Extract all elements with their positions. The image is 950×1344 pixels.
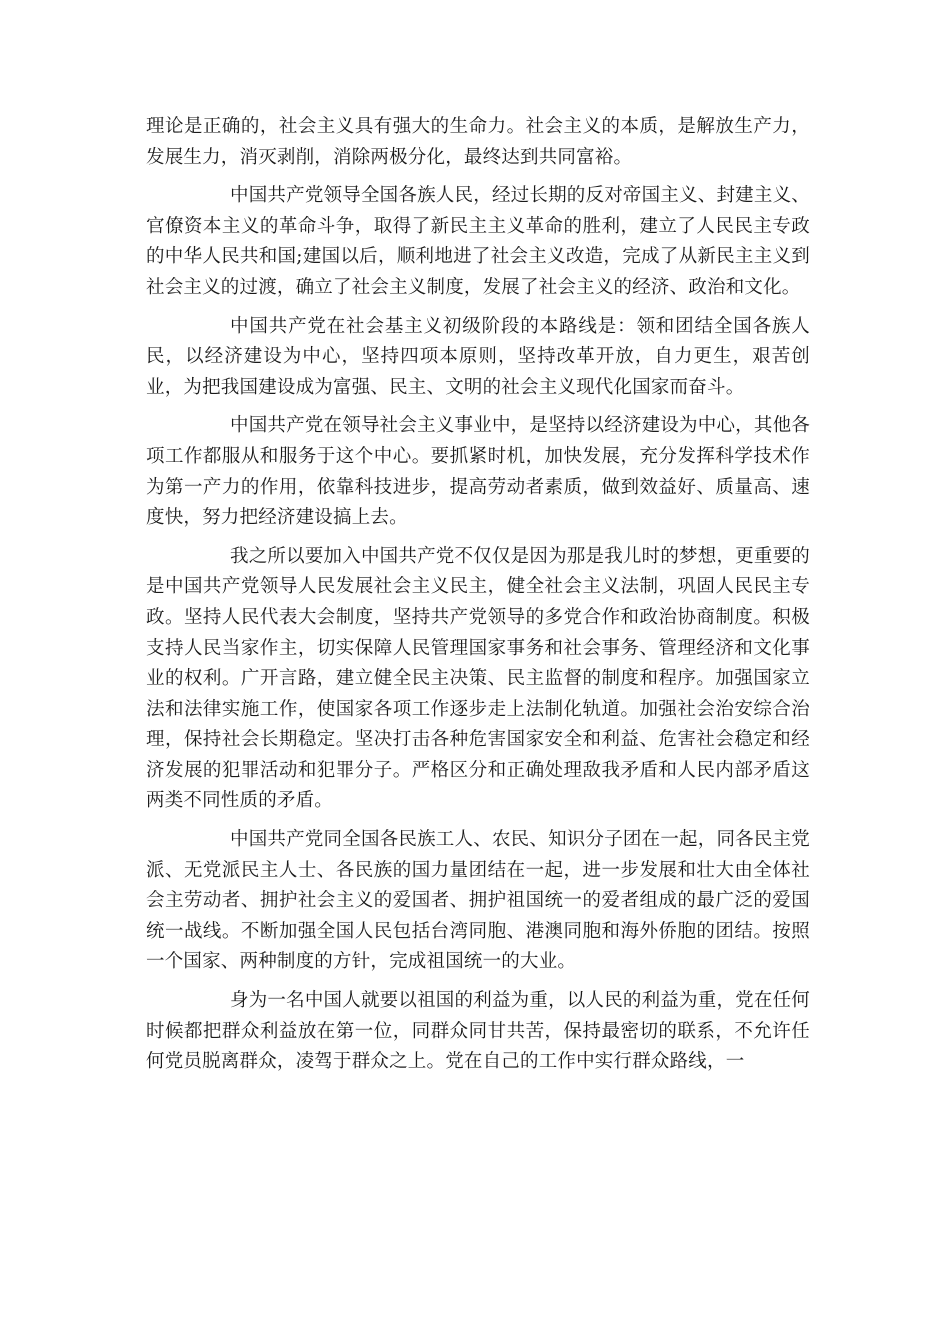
- document-body: [146, 112, 810, 1086]
- paragraph-1: 理论是正确的，社会主义具有强大的生命力。社会主义的本质，是解放生产力，发展生力，消灭剥削，消除两极分化，最终达到共同富裕。: [146, 116, 810, 168]
- paragraph-7: 身为一名中国人就要以祖国的利益为重，以人民的利益为重，党在任何时候都把群众利益放在第一位，同群众同甘共苦，保持最密切的联系，不允许任何党员脱离群众，凌驾于群众之上。党在自己的工作中实行群众路线，一: [146, 990, 810, 1073]
- paragraph-4: 中国共产党在领导社会主义事业中，是坚持以经济建设为中心，其他各项工作都服从和服务于这个中心。要抓紧时机，加快发展，充分发挥科学技术作为第一产力的作用，依靠科技进步，提高劳动者素质，做到效益好、质量高、速度快，努力把经济建设搞上去。: [146, 415, 810, 529]
- paragraph-5: 我之所以要加入中国共产党不仅仅是因为那是我儿时的梦想，更重要的是中国共产党领导人民发展社会主义民主，健全社会主义法制，巩固人民民主专政。坚持人民代表大会制度，坚持共产党领导的多党合作和政治协商制度。积极支持人民当家作主，切实保障人民管理国家事务和社会事务、管理经济和文化事业的权利。广开言路，建立健全民主决策、民主监督的制度和程序。加强国家立法和法律实施工作，使国家各项工作逐步走上法制化轨道。加强社会治安综合治理，保持社会长期稳定。坚决打击各种危害国家安全和利益、危害社会稳定和经济发展的犯罪活动和犯罪分子。严格区分和正确处理敌我矛盾和人民内部矛盾这两类不同性质的矛盾。: [146, 545, 810, 812]
- paragraph-2: 中国共产党领导全国各族人民，经过长期的反对帝国主义、封建主义、官僚资本主义的革命斗争，取得了新民主主义革命的胜利，建立了人民民主专政的中华人民共和国;建国以后，顺利地进了社会主义改造，完成了从新民主主义到社会主义的过渡，确立了社会主义制度，发展了社会主义的经济、政治和文化。: [146, 185, 810, 298]
- paragraph-3: 中国共产党在社会基主义初级阶段的本路线是：领和团结全国各族人民，以经济建设为中心，坚持四项本原则，坚持改革开放，自力更生，艰苦创业，为把我国建设成为富强、民主、文明的社会主义现代化国家而奋斗。: [146, 315, 810, 398]
- paragraph-6: 中国共产党同全国各民族工人、农民、知识分子团在一起，同各民主党派、无党派民主人士、各民族的国力量团结在一起，进一步发展和壮大由全体社会主劳动者、拥护社会主义的爱国者、拥护祖国统一的爱者组成的最广泛的爱国统一战线。不断加强全国人民包括台湾同胞、港澳同胞和海外侨胞的团结。按照一个国家、两种制度的方针，完成祖国统一的大业。: [146, 829, 810, 973]
